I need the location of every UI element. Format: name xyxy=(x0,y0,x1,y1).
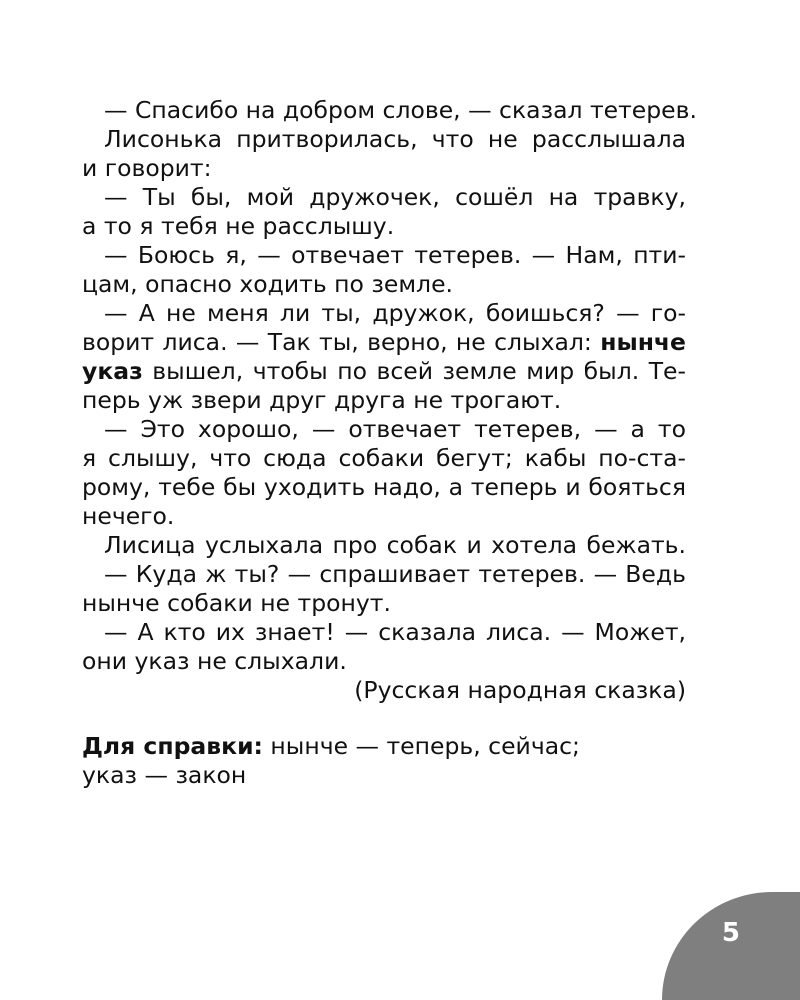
text-line: Лисица услыхала про собак и хотела бежать. xyxy=(104,531,686,559)
page-number: 5 xyxy=(721,918,740,948)
text-fragment: ворит лиса. — Так ты, верно, не слыхал: xyxy=(82,328,601,356)
reference-label: Для справки: xyxy=(82,732,263,760)
text-line xyxy=(82,357,686,386)
text-line: — Боюсь я, — отвечает тетерев. — Нам, пти- xyxy=(104,241,686,269)
text-line: цам, опасно ходить по земле. xyxy=(82,270,453,298)
text-line: нечего. xyxy=(82,502,175,530)
reference-line: указ — закон xyxy=(82,761,247,789)
text-line: — Куда ж ты? — спрашивает тетерев. — Ведь xyxy=(104,560,686,588)
text-fragment: вышел, чтобы по всей земле мир был. Те- xyxy=(142,357,686,385)
text-line: и говорит: xyxy=(82,154,212,182)
text-line: — Ты бы, мой дружочек, сошёл на травку, xyxy=(104,183,686,211)
source-attribution: (Русская народная сказка) xyxy=(354,676,686,704)
text-line: а то я тебя не расслышу. xyxy=(82,212,395,240)
text-line: — Спасибо на добром слове, — сказал тетерев. xyxy=(104,96,697,124)
glossary-term: указ xyxy=(82,357,143,385)
text-line: Лисонька притворилась, что не расслышала xyxy=(104,125,686,153)
text-line: — Это хорошо, — отвечает тетерев, — а то xyxy=(104,415,686,443)
text-line: нынче собаки не тронут. xyxy=(82,589,391,617)
glossary-term: нынче xyxy=(600,328,686,356)
reference-line xyxy=(82,732,686,761)
story-text xyxy=(82,96,697,705)
text-line: — А не меня ли ты, дружок, боишься? — го- xyxy=(104,299,686,327)
reference-definition: нынче — теперь, сейчас; xyxy=(262,732,580,760)
text-line: рому, тебе бы уходить надо, а теперь и бояться xyxy=(82,473,686,501)
text-line: я слышу, что сюда собаки бегут; кабы по-ста- xyxy=(82,444,686,472)
text-line: они указ не слыхали. xyxy=(82,647,347,675)
text-line: перь уж звери друг друга не трогают. xyxy=(82,386,562,414)
reference-note xyxy=(82,732,686,790)
text-line: — А кто их знает! — сказала лиса. — Может, xyxy=(104,618,686,646)
text-line xyxy=(82,328,686,357)
